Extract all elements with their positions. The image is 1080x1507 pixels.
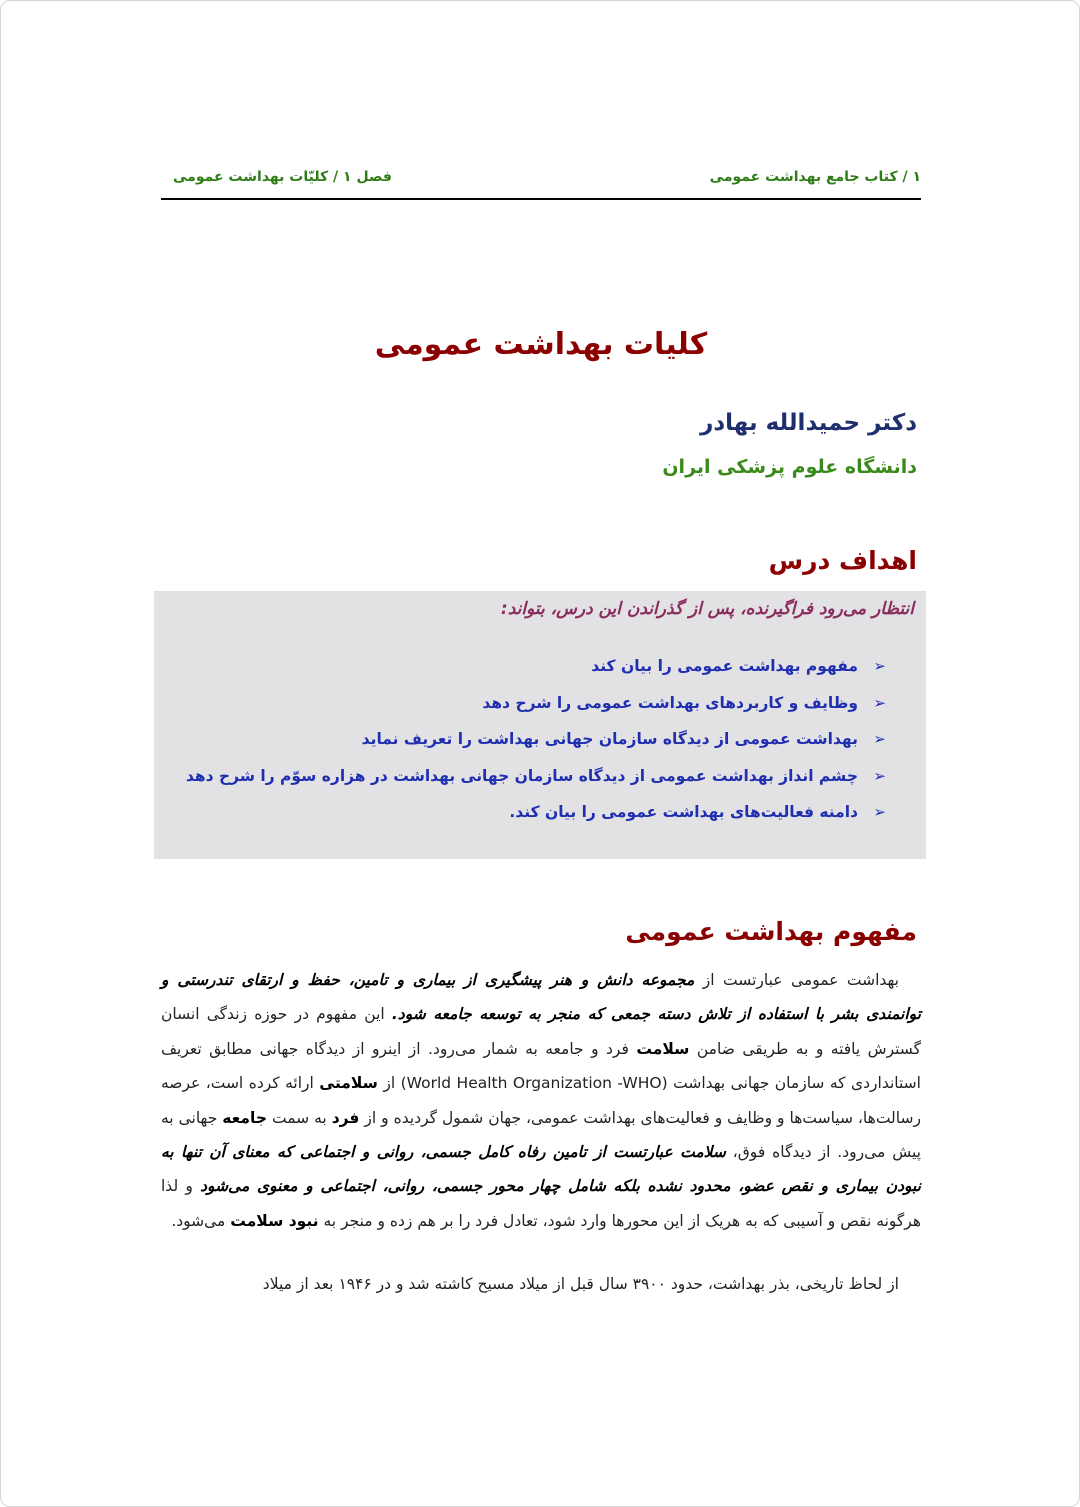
header-chapter-title: فصل ۱ / کلیّات بهداشت عمومی [173,169,392,185]
check-arrow-icon: ➢ [873,803,886,821]
objectives-heading: اهداف درس [768,546,917,575]
list-item: ➢وظایف و کاربردهای بهداشت عمومی را شرح دهد [482,693,886,712]
check-arrow-icon: ➢ [873,693,886,712]
list-item: ➢دامنه فعالیت‌های بهداشت عمومی را بیان کند. [509,803,886,821]
concept-heading: مفهوم بهداشت عمومی [625,917,917,946]
check-arrow-icon: ➢ [873,730,886,748]
objectives-box [154,591,926,859]
list-item: ➢چشم انداز بهداشت عمومی از دیدگاه سازمان جهانی بهداشت در هزاره سوّم را شرح دهد [185,766,886,785]
objectives-list [186,655,886,838]
check-arrow-icon: ➢ [873,657,886,675]
chapter-title: کلیات بهداشت عمومی [374,327,708,362]
history-paragraph: از لحاظ تاریخی، بذر بهداشت، حدود ۳۹۰۰ سال قبل از میلاد مسیح کاشته شد و در ۱۹۴۶ بعد از میلاد [262,1275,899,1293]
check-arrow-icon: ➢ [873,766,886,785]
running-header [161,169,921,197]
author-affiliation: دانشگاه علوم پزشکی ایران [662,456,917,478]
list-item: ➢مفهوم بهداشت عمومی را بیان کند [591,657,886,675]
objectives-intro: انتظار می‌رود فراگیرنده، پس از گذراندن این درس، بتواند: [500,599,914,619]
header-book-title: ۱ / کتاب جامع بهداشت عمومی [709,169,921,185]
concept-paragraph: بهداشت عمومی عبارتست از مجموعه دانش و هنر پیشگیری از بیماری و تامین، حفظ و ارتقای تندرستی و توانمندی بشر با استفاده از تلاش دسته جمعی که منجر به توسعه جامعه شود. این مفهوم در حوزه زندگی انسان گسترش یافته و به طریقی ضامن سلامت فرد و جامعه به شمار می‌رود. از اینرو از دیدگاه جهانی مطابق تعریف استانداردی که سازمان جهانی بهداشت (World Health Organization -WHO) از سلامتی ارائه کرده است، عرصه رسالت‌ها، سیاست‌ها و وظایف و فعالیت‌های بهداشت عمومی، جهان شمول گردیده و از فرد به سمت جامعه جهانی به پیش می‌رود. از دیدگاه فوق، سلامت عبارتست از تامین رفاه کامل جسمی، روانی و اجتماعی که معنای آن تنها به نبودن بیماری و نقص عضو، محدود نشده بلکه شامل چهار محور جسمی، روانی، اجتماعی و معنوی می‌شود و لذا هرگونه نقص و آسیبی که به هریک از این محورها وارد شود، تعادل فرد را بر هم زده و منجر به نبود سلامت می‌شود. [161,971,922,1230]
author-name: دکتر حمیدالله بهادر [700,410,917,436]
list-item: ➢بهداشت عمومی از دیدگاه سازمان جهانی بهداشت را تعریف نماید [361,730,886,748]
header-divider [161,198,921,200]
